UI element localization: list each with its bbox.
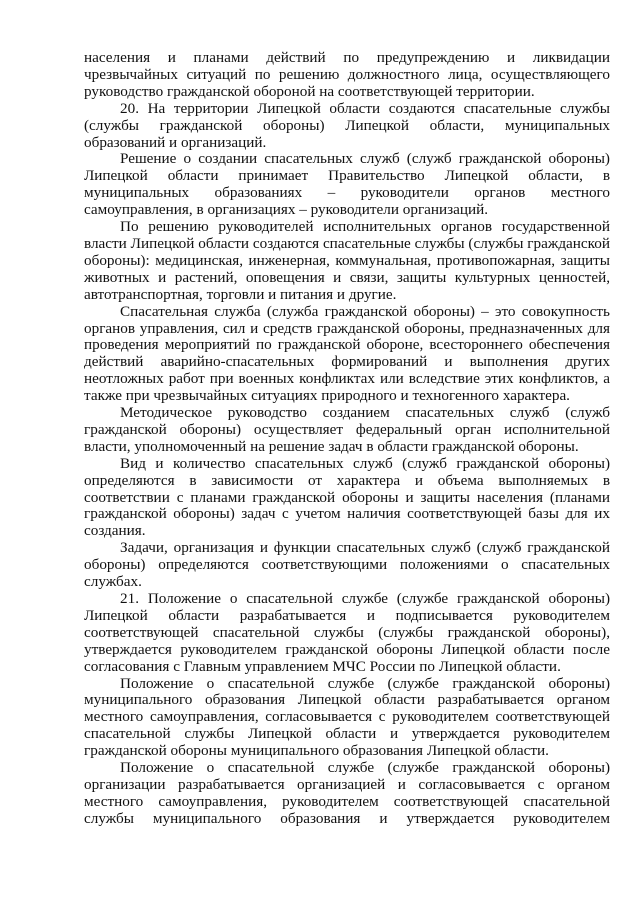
paragraph-10: Положение о спасательной службе (службе гражданской обороны) муниципального образования Липецкой области разрабатывается органом местного самоуправления, согласовывается с руководителем соответствующей спасательной службы Липецкой области и утверждается руководителем гражданской обороны муниципального образования Липецкой области. xyxy=(84,674,610,760)
document-page xyxy=(84,50,610,828)
paragraph-4: По решению руководителей исполнительных органов государственной власти Липецкой области создаются спасательные службы (службы гражданской обороны): медицинская, инженерная, коммунальная, противопожарная, защиты животных и растений, оповещения и связи, защиты культурных ценностей, автотранспортная, торговли и питания и другие. xyxy=(84,218,610,303)
paragraph-8: Задачи, организация и функции спасательных служб (служб гражданской обороны) определяются соответствующими положениями о спасательных службах. xyxy=(84,539,610,591)
paragraph-7: Вид и количество спасательных служб (служб гражданской обороны) определяются в зависимости от характера и объема выполняемых в соответствии с планами гражданской обороны и защиты населения (планами гражданской обороны) задач с учетом наличия соответствующей базы для их создания. xyxy=(84,454,610,540)
paragraph-1: населения и планами действий по предупреждению и ликвидации чрезвычайных ситуаций по решению должностного лица, осуществляющего руководство гражданской обороной на соответствующей территории. xyxy=(84,49,610,100)
paragraph-3: Решение о создании спасательных служб (служб гражданской обороны) Липецкой области принимает Правительство Липецкой области, в муниципальных образованиях – руководители органов местного самоуправления, в организациях – руководители организаций. xyxy=(84,150,610,219)
paragraph-5: Спасательная служба (служба гражданской обороны) – это совокупность органов управления, сил и средств гражданской обороны, предназначенных для проведения мероприятий по гражданской обороне, всестороннего обеспечения действий аварийно-спасательных формирований и выполнения других неотложных работ при военных конфликтах или вследствие этих конфликтов, а также при чрезвычайных ситуациях природного и техногенного характера. xyxy=(84,302,610,405)
paragraph-11: Положение о спасательной службе (службе гражданской обороны) организации разрабатывается организацией и согласовывается с органом местного самоуправления, руководителем соответствующей спасательной службы муниципального образования и утверждается руководителем xyxy=(84,759,610,827)
paragraph-2: 20. На территории Липецкой области создаются спасательные службы (службы гражданской обороны) Липецкой области, муниципальных образований и организаций. xyxy=(84,99,610,151)
paragraph-9: 21. Положение о спасательной службе (службе гражданской обороны) Липецкой области разрабатывается и подписывается руководителем соответствующей спасательной службы (службы гражданской обороны), утверждается руководителем гражданской обороны Липецкой области после согласования с Главным управлением МЧС России по Липецкой области. xyxy=(84,590,610,675)
paragraph-6: Методическое руководство созданием спасательных служб (служб гражданской обороны) осуществляет федеральный орган исполнительной власти, уполномоченный на решение задач в области гражданской обороны. xyxy=(84,404,610,455)
